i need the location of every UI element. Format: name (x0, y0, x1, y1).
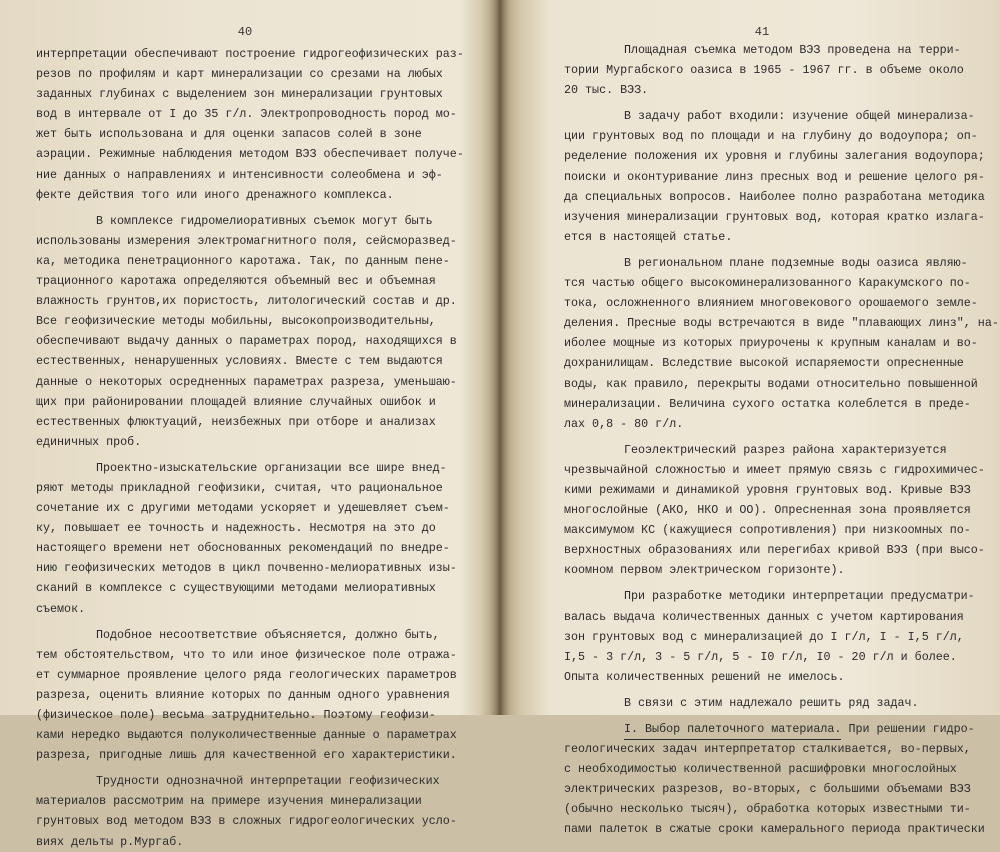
text-line: виях дельты р.Мургаб. (36, 834, 184, 849)
text-line: В задачу работ входили: изучение общей минерализа- (624, 109, 975, 124)
text-line: съемок. (36, 601, 86, 616)
text-line: минерализации. Величина сухого остатка колеблется в преде- (564, 396, 971, 411)
text-line: изучения минерализации грунтовых вод, которая кратко излага- (564, 209, 985, 224)
page-number: 41 (754, 25, 770, 39)
text-line: использованы измерения электромагнитного поля, сейсморазвед- (36, 233, 457, 248)
text-line: электрических разрезов, во-вторых, с большими объемами ВЭЗ (564, 782, 971, 797)
text-line: данные о некоторых осредненных параметрах разреза, уменьшаю- (36, 374, 457, 389)
text-line: чрезвычайной сложностью и имеет прямую связь с гидрохимичес- (564, 462, 985, 477)
text-line: тся частью общего высокоминерализованного Каракумского по- (564, 276, 971, 291)
text-line: тем обстоятельством, что то или иное физическое поле отража- (36, 647, 457, 662)
text-line: (физическое поле) весьма затруднительно. Поэтому геофизи- (36, 708, 436, 722)
text-line: (обычно несколько тысяч), обработка которых известными ти- (564, 802, 971, 817)
text-line: Все геофизические методы мобильны, высокопроизводительны, (36, 314, 436, 329)
text-line: ется в настоящей статье. (564, 229, 733, 244)
text-line: Подобное несоответствие объясняется, должно быть, (96, 627, 440, 642)
text-line: единичных проб. (36, 434, 142, 449)
text-line: максимумом КС (кажущиеся сопротивления) при низкоомных по- (564, 523, 971, 538)
text-line: валась выдача количественных данных с учетом картирования (564, 609, 964, 624)
text-line: многослойные (АКО, НКО и ОО). Опресненная зона проявляется (564, 503, 971, 518)
text-line: В комплексе гидромелиоративных съемок могут быть (96, 213, 433, 228)
text-line: тории Мургабского оазиса в 1965 - 1967 гг. в объеме около (564, 63, 964, 78)
text-line: пами палеток в сжатые сроки камерального периода практически (564, 822, 985, 837)
text-line: жет быть использована и для оценки запасов солей в зоне (36, 127, 422, 142)
text-line: влажность грунтов,их пористость, литологический состав и др. (36, 294, 457, 309)
text-line: 20 тыс. ВЭЗ. (564, 83, 649, 98)
text-line: естественных, ненарушенных условиях. Вместе с тем выдаются (36, 354, 443, 369)
text-line: Проектно-изыскательские организации все шире внед- (96, 460, 447, 475)
section-heading: I. Выбор палеточного материала. (624, 719, 841, 740)
text-line: естественных флюктуаций, неизбежных при отборе и анализах (36, 414, 436, 429)
text-line: интерпретации обеспечивают построение гидрогеофизических раз- (36, 47, 464, 61)
text-line: верхностных образованиях или перегибах кривой ВЭЗ (при высо- (564, 543, 985, 558)
text-line: вод в интервале от I до 35 г/л. Электропроводность пород мо- (36, 107, 457, 122)
right-page (544, 0, 999, 837)
text-line: материалов рассмотрим на примере изучения минерализации (36, 794, 422, 809)
text-line: дохранилищам. Вследствие высокой испаряемости опресненные (564, 356, 964, 371)
text-line: лах 0,8 - 80 г/л. (564, 416, 684, 431)
text-line: В связи с этим надлежало решить ряд задач. (624, 695, 919, 710)
text-line: Трудности однозначной интерпретации геофизических (96, 774, 440, 789)
text-line: сочетание их с другими методами ускоряет и удешевляет съем- (36, 501, 450, 516)
text-line: фекте действия того или иного дренажного комплекса. (36, 187, 394, 202)
text-line: с необходимостью количественной расшифровки многослойных (564, 762, 957, 777)
text-line: ции грунтовых вод по площади и на глубину до водоупора; оп- (564, 129, 978, 144)
text-line: нию геофизических методов в цикл почвенно-мелиоративных изы- (36, 561, 457, 576)
text-line: сканий в комплексе с существующими методами мелиоративных (36, 581, 436, 596)
text-line: грунтовых вод методом ВЭЗ в сложных гидрогеологических усло- (36, 814, 457, 829)
text-line: ками нередко выдаются полуколичественные данные о параметрах (36, 728, 457, 743)
section-heading-line (564, 719, 975, 739)
left-page-text (36, 44, 468, 852)
text-line: заданных глубинах с выделением зон минерализации грунтовых (36, 87, 443, 102)
text-line: ределение положения их уровня и глубины залегания водоупора; (564, 149, 985, 164)
book-fold (480, 0, 520, 715)
text-line: аэрации. Режимные наблюдения методом ВЭЗ обеспечивает получе- (36, 147, 464, 162)
text-line: ние данных о направлениях и интенсивности солеобмена и эф- (36, 167, 443, 182)
right-page-text (564, 40, 999, 840)
text-line: резов по профилям и карт минерализации со срезами на любых (36, 67, 443, 82)
heading-continuation: При решении гидро- (841, 722, 975, 736)
text-line: разреза, пригодные лишь для качественной его характеристики. (36, 748, 457, 763)
text-line: Площадная съемка методом ВЭЗ проведена на терри- (624, 43, 961, 57)
text-line: ряют методы прикладной геофизики, считая, что рациональное (36, 480, 443, 495)
text-line: Опыта количественных решений не имелось. (564, 669, 845, 684)
text-line: воды, как правило, перекрыты водами относительно повышенной (564, 376, 978, 391)
text-line: трационного каротажа определяются объемный вес и объемная (36, 274, 436, 289)
text-line: разреза, оценить влияние которых по данным одного уравнения (36, 687, 450, 702)
text-line: зон грунтовых вод с минерализацией до I г/л, I - I,5 г/л, (564, 629, 964, 644)
text-line: поиски и оконтуривание линз пресных вод и решение целого ря- (564, 169, 985, 184)
text-line: В региональном плане подземные воды оазиса являю- (624, 255, 968, 270)
text-line: обеспечивают выдачу данных о параметрах пород, находящихся в (36, 334, 457, 349)
left-page (14, 0, 476, 849)
text-line: геологических задач интерпретатор сталкивается, во-первых, (564, 742, 971, 757)
text-line: да специальных вопросов. Наиболее полно разработана методика (564, 189, 985, 204)
text-line: щих при районировании площадей влияние случайных ошибок и (36, 394, 436, 409)
text-line: I,5 - 3 г/л, 3 - 5 г/л, 5 - I0 г/л, I0 - 20 г/л и более. (564, 649, 957, 664)
text-line: ку, повышает ее точность и надежность. Несмотря на это до (36, 521, 436, 536)
text-line: деления. Пресные воды встречаются в виде "плавающих линз", на- (564, 316, 999, 331)
text-line: Геоэлектрический разрез района характеризуется (624, 442, 947, 457)
text-line: коомном первом электрическом горизонте). (564, 563, 845, 578)
text-line: кими режимами и динамикой уровня грунтовых вод. Кривые ВЭЗ (564, 482, 971, 497)
text-line: ка, методика пенетрационного каротажа. Так, по данным пене- (36, 253, 450, 268)
text-line: иболее мощные из которых приурочены к крупным каналам и во- (564, 336, 978, 351)
text-line: При разработке методики интерпретации предусматри- (624, 589, 975, 604)
text-line: ет суммарное проявление целого ряда геологических параметров (36, 667, 457, 682)
text-line: настоящего времени нет обоснованных рекомендаций по внедре- (36, 541, 450, 556)
text-line: тока, осложненного влиянием многовекового орошаемого земле- (564, 296, 978, 311)
page-number: 40 (237, 25, 253, 39)
